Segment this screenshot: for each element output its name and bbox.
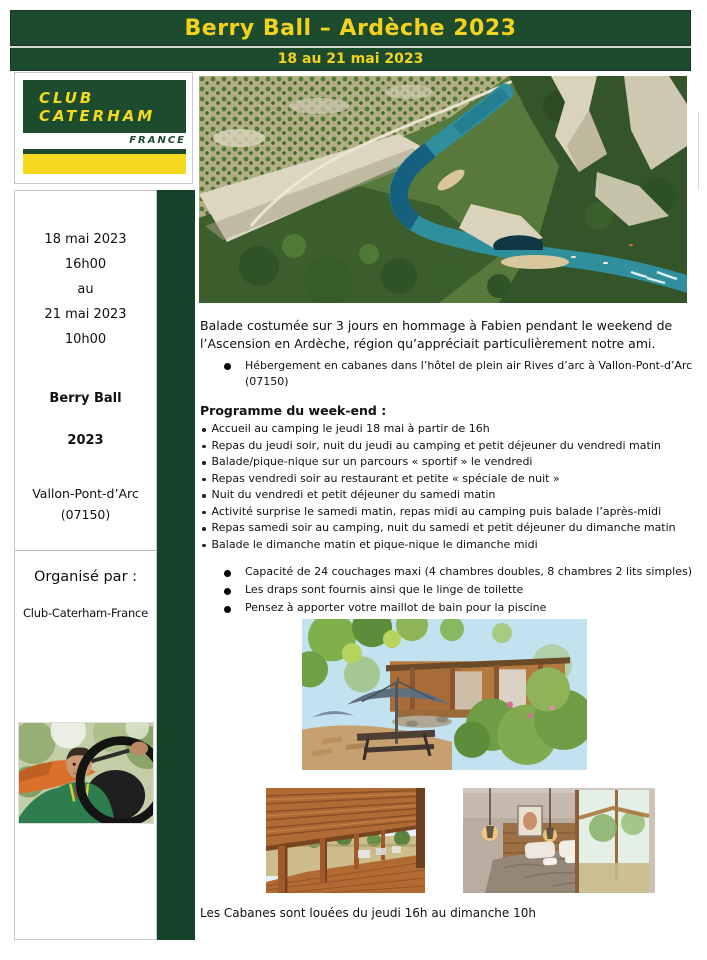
page-edge-mark	[698, 112, 699, 190]
sidebar-date-line: 10h00	[64, 332, 107, 347]
program-item	[202, 488, 676, 505]
sidebar-panel	[14, 190, 157, 940]
info-item-text: Capacité de 24 couchages maxi (4 chambres doubles, 8 chambres 2 lits simples)	[245, 565, 693, 578]
club-caterham-logo	[14, 72, 193, 184]
organizer-label: Organisé par :	[33, 569, 138, 585]
bullet-icon	[202, 511, 206, 515]
organizer-name: Club-Caterham-France	[22, 606, 149, 620]
driver-selfie-photo	[18, 722, 154, 824]
event-header	[10, 10, 691, 71]
bullet-icon	[224, 588, 231, 595]
terrace-photo	[266, 788, 425, 893]
logo-club-word: CLUB	[39, 88, 95, 107]
ardeche-gorge-illustration	[199, 76, 687, 303]
sidebar-event-name: Berry Ball	[49, 391, 122, 406]
bullet-icon	[202, 445, 206, 449]
program-title: Programme du week-end :	[200, 403, 387, 418]
info-item	[224, 583, 692, 601]
sidebar-location-postcode: (07150)	[60, 507, 111, 522]
program-item-text: Accueil au camping le jeudi 18 mai à partir de 16h	[211, 422, 490, 435]
info-list	[224, 565, 692, 619]
sidebar-divider	[15, 550, 156, 551]
sidebar-green-strip	[157, 190, 195, 940]
program-item	[202, 422, 676, 439]
event-dates-bar	[10, 48, 691, 71]
program-item	[202, 472, 676, 489]
sidebar-date-line: au	[77, 282, 94, 297]
info-item-text: Pensez à apporter votre maillot de bain pour la piscine	[245, 601, 547, 614]
program-item	[202, 505, 676, 522]
program-list	[202, 422, 676, 554]
program-item	[202, 538, 676, 555]
logo-caterham-word: CATERHAM	[39, 106, 156, 125]
program-item-text: Repas vendredi soir au restaurant et petite « spéciale de nuit »	[211, 471, 560, 485]
bullet-icon	[202, 478, 206, 482]
program-item	[202, 455, 676, 472]
bullet-icon	[202, 428, 206, 432]
logo-yellow-stripe	[23, 154, 186, 174]
program-item-text: Balade le dimanche matin et pique-nique le dimanche midi	[211, 537, 538, 551]
sidebar-event-year: 2023	[67, 433, 104, 448]
info-item	[224, 601, 692, 619]
program-item-text: Activité surprise le samedi matin, repas midi au camping puis balade l’après-midi	[211, 504, 662, 518]
info-item	[224, 565, 692, 583]
bullet-icon	[202, 527, 206, 531]
sidebar-location-town: Vallon-Pont-d’Arc	[32, 486, 139, 501]
accommodation-text: Hébergement en cabanes dans l’hôtel de plein air Rives d’arc à Vallon-Pont-d’Arc (07150)	[245, 359, 693, 388]
bedroom-photo	[463, 788, 655, 893]
logo-france-label: FRANCE	[129, 135, 186, 146]
info-item-text: Les draps sont fournis ainsi que le linge de toilette	[245, 583, 524, 596]
sidebar-date-line: 18 mai 2023	[44, 232, 127, 247]
footer-note: Les Cabanes sont louées du jeudi 16h au dimanche 10h	[200, 906, 536, 920]
bullet-icon	[224, 363, 231, 370]
cabin-photo	[302, 619, 587, 770]
event-title: Berry Ball – Ardèche 2023	[184, 15, 517, 41]
event-dates: 18 au 21 mai 2023	[277, 51, 424, 67]
sidebar-dates	[15, 227, 156, 352]
bullet-icon	[202, 494, 206, 498]
bullet-icon	[202, 461, 206, 465]
sidebar-date-line: 16h00	[64, 257, 107, 272]
event-title-bar	[10, 10, 691, 46]
driver-selfie-illustration	[19, 723, 153, 823]
intro-paragraph: Balade costumée sur 3 jours en hommage à Fabien pendant le weekend de l’Ascension en Ardèche, région qu’appréciait particulièrement notre ami.	[200, 318, 673, 351]
program-item-text: Repas du jeudi soir, nuit du jeudi au camping et petit déjeuner du vendredi matin	[211, 438, 661, 452]
bullet-icon	[202, 544, 206, 548]
terrace-illustration	[266, 788, 425, 893]
aerial-gorge-photo	[199, 76, 687, 303]
logo-green-panel	[23, 80, 186, 133]
program-item	[202, 439, 676, 456]
program-item	[202, 521, 676, 538]
accommodation-bullet	[224, 358, 700, 390]
cabin-illustration	[302, 619, 587, 770]
bedroom-illustration	[463, 788, 655, 893]
bullet-icon	[224, 606, 231, 613]
bullet-icon	[224, 570, 231, 577]
program-item-text: Repas samedi soir au camping, nuit du samedi et petit déjeuner du dimanche matin	[211, 521, 676, 534]
sidebar-date-line: 21 mai 2023	[44, 307, 127, 322]
program-item-text: Balade/pique-nique sur un parcours « sportif » le vendredi	[211, 455, 533, 468]
program-item-text: Nuit du vendredi et petit déjeuner du samedi matin	[211, 488, 496, 501]
